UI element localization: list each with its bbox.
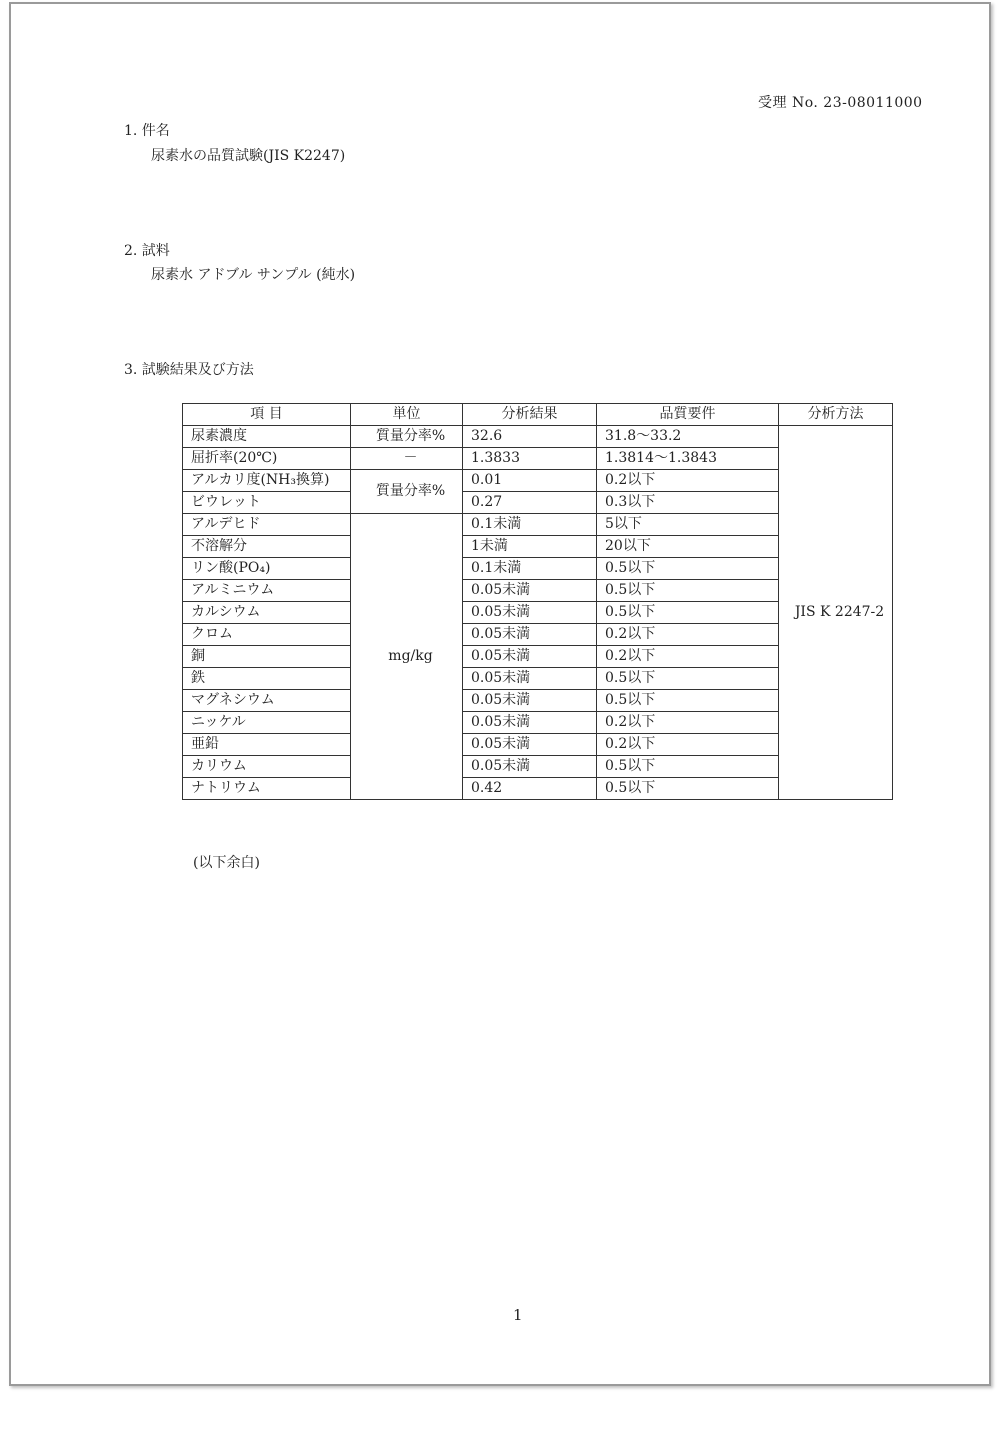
table-row — [183, 426, 893, 448]
section-1-heading: 1. 件名 — [124, 123, 170, 139]
item-cell: ニッケル — [183, 712, 351, 734]
item-cell: 屈折率(20℃) — [183, 448, 351, 470]
requirement-cell: 0.3以下 — [597, 492, 779, 514]
result-cell: 0.01 — [463, 470, 597, 492]
result-cell: 32.6 — [463, 426, 597, 448]
item-cell: マグネシウム — [183, 690, 351, 712]
requirement-cell: 20以下 — [597, 536, 779, 558]
requirement-cell: 0.5以下 — [597, 558, 779, 580]
item-cell: アルカリ度(NH₃換算) — [183, 470, 351, 492]
result-cell: 0.05未満 — [463, 734, 597, 756]
requirement-cell: 5以下 — [597, 514, 779, 536]
item-cell: アルミニウム — [183, 580, 351, 602]
requirement-cell: 0.5以下 — [597, 602, 779, 624]
unit-cell: mg/kg — [351, 514, 463, 800]
requirement-cell: 0.2以下 — [597, 624, 779, 646]
result-cell: 1未満 — [463, 536, 597, 558]
requirement-cell: 0.2以下 — [597, 646, 779, 668]
unit-cell: 質量分率% — [351, 470, 463, 514]
method-cell: JIS K 2247-2 — [779, 426, 893, 800]
result-cell: 0.05未満 — [463, 602, 597, 624]
requirement-cell: 0.5以下 — [597, 690, 779, 712]
header-result: 分析結果 — [463, 404, 597, 426]
requirement-cell: 0.2以下 — [597, 470, 779, 492]
requirement-cell: 0.5以下 — [597, 580, 779, 602]
section-2-heading: 2. 試料 — [124, 243, 170, 259]
item-cell: クロム — [183, 624, 351, 646]
result-cell: 0.1未満 — [463, 514, 597, 536]
item-cell: 銅 — [183, 646, 351, 668]
item-cell: 亜鉛 — [183, 734, 351, 756]
receipt-number: 受理 No. 23-08011000 — [758, 95, 923, 111]
result-cell: 0.1未満 — [463, 558, 597, 580]
result-cell: 0.05未満 — [463, 756, 597, 778]
requirement-cell: 0.2以下 — [597, 734, 779, 756]
requirement-cell: 0.2以下 — [597, 712, 779, 734]
result-cell: 1.3833 — [463, 448, 597, 470]
header-requirement: 品質要件 — [597, 404, 779, 426]
result-cell: 0.05未満 — [463, 668, 597, 690]
table-header-row — [183, 404, 893, 426]
header-item: 項 目 — [183, 404, 351, 426]
item-cell: アルデヒド — [183, 514, 351, 536]
result-cell: 0.27 — [463, 492, 597, 514]
result-cell: 0.05未満 — [463, 624, 597, 646]
requirement-cell: 31.8～33.2 — [597, 426, 779, 448]
requirement-cell: 1.3814～1.3843 — [597, 448, 779, 470]
item-cell: カルシウム — [183, 602, 351, 624]
section-1-body: 尿素水の品質試験(JIS K2247) — [151, 148, 346, 164]
result-cell: 0.05未満 — [463, 646, 597, 668]
requirement-cell: 0.5以下 — [597, 778, 779, 800]
remarks-text: (以下余白) — [193, 855, 260, 871]
header-method: 分析方法 — [779, 404, 893, 426]
requirement-cell: 0.5以下 — [597, 668, 779, 690]
item-cell: カリウム — [183, 756, 351, 778]
unit-cell: 質量分率% — [351, 426, 463, 448]
result-cell: 0.42 — [463, 778, 597, 800]
result-cell: 0.05未満 — [463, 580, 597, 602]
item-cell: リン酸(PO₄) — [183, 558, 351, 580]
item-cell: 鉄 — [183, 668, 351, 690]
requirement-cell: 0.5以下 — [597, 756, 779, 778]
item-cell: 尿素濃度 — [183, 426, 351, 448]
section-2-body: 尿素水 アドブル サンプル (純水) — [151, 267, 356, 283]
item-cell: ビウレット — [183, 492, 351, 514]
header-unit: 単位 — [351, 404, 463, 426]
item-cell: 不溶解分 — [183, 536, 351, 558]
result-cell: 0.05未満 — [463, 712, 597, 734]
item-cell: ナトリウム — [183, 778, 351, 800]
unit-cell: － — [351, 448, 463, 470]
result-cell: 0.05未満 — [463, 690, 597, 712]
page-number: 1 — [513, 1306, 523, 1324]
results-table — [182, 403, 893, 800]
section-3-heading: 3. 試験結果及び方法 — [124, 362, 254, 378]
